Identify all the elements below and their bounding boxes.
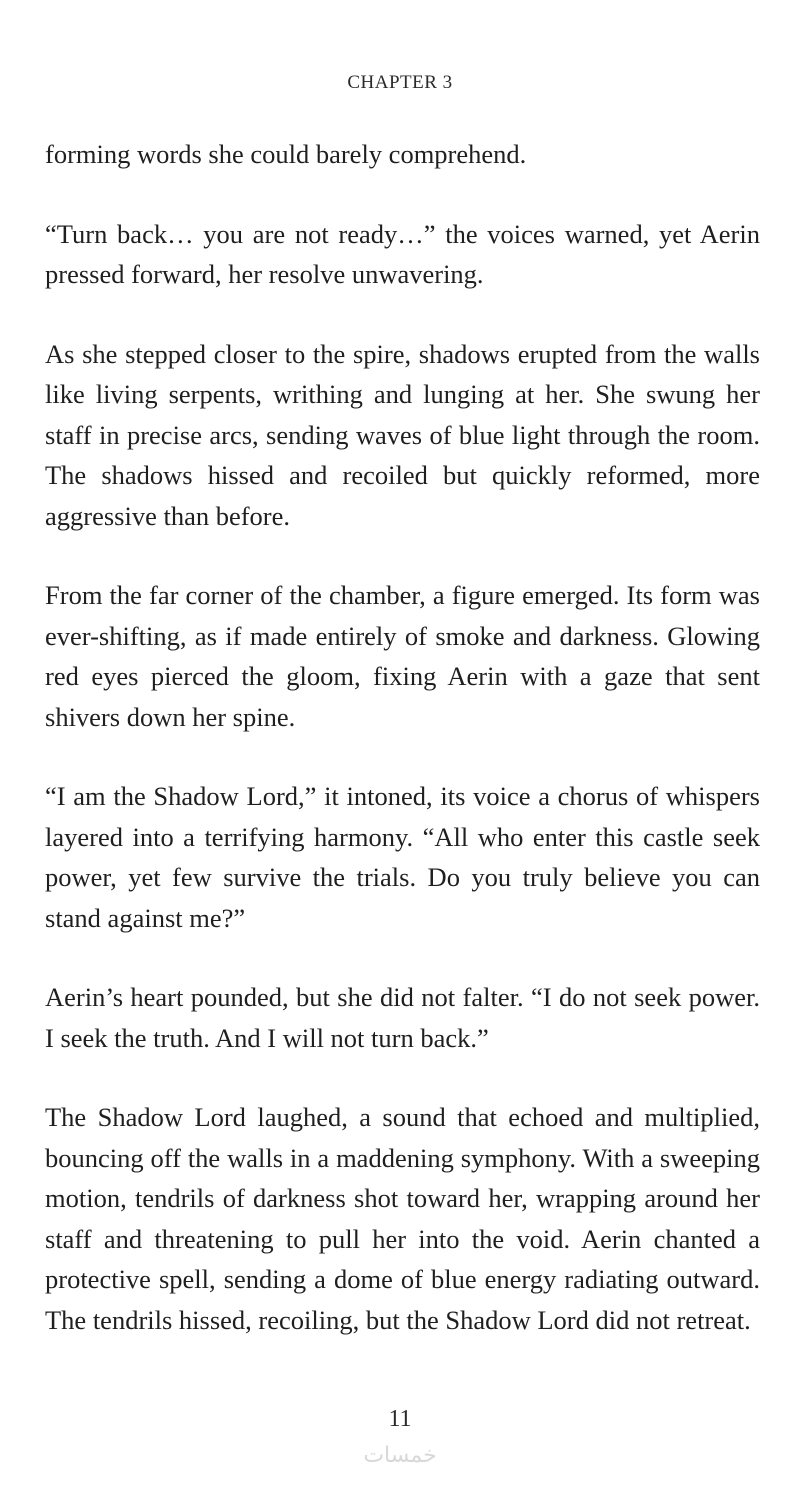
paragraph: forming words she could barely comprehend. — [45, 139, 527, 169]
paragraph: The Shadow Lord laughed, a sound that echoed and multiplied, bouncing off the walls in a maddening symphony. With a sweeping motion, tendrils of darkness shot toward her, wrapping around her staff and threatening to pull her into the void. Aerin chanted a protective spell, sending a dome of blue energy radiating outward. The tendrils hissed, recoiling, but the Shadow Lord did not retreat. — [45, 1102, 760, 1335]
body-text — [45, 134, 760, 1379]
page-number: 11 — [388, 1406, 412, 1432]
paragraph: “I am the Shadow Lord,” it intoned, its voice a chorus of whispers layered into a terrifying harmony. “All who enter this castle seek power, yet few survive the trials. Do you truly believe you can stand against me?” — [45, 781, 760, 933]
paragraph: From the far corner of the chamber, a figure emerged. Its form was ever-shifting, as if made entirely of smoke and darkness. Glowing red eyes pierced the gloom, fixing Aerin with a gaze that sent shivers down her spine. — [45, 580, 760, 732]
chapter-header: CHAPTER 3 — [347, 72, 453, 93]
paragraph: “Turn back… you are not ready…” the voices warned, yet Aerin pressed forward, her resolve unwavering. — [45, 218, 760, 289]
paragraph: Aerin’s heart pounded, but she did not falter. “I do not seek power. I seek the truth. And I will not turn back.” — [45, 982, 760, 1053]
paragraph: As she stepped closer to the spire, shadows erupted from the walls like living serpents, writhing and lunging at her. She swung her staff in precise arcs, sending waves of blue light through the room. The shadows hissed and recoiled but quickly reformed, more aggressive than before. — [45, 338, 760, 531]
watermark-logo: خمسات — [363, 1443, 437, 1468]
